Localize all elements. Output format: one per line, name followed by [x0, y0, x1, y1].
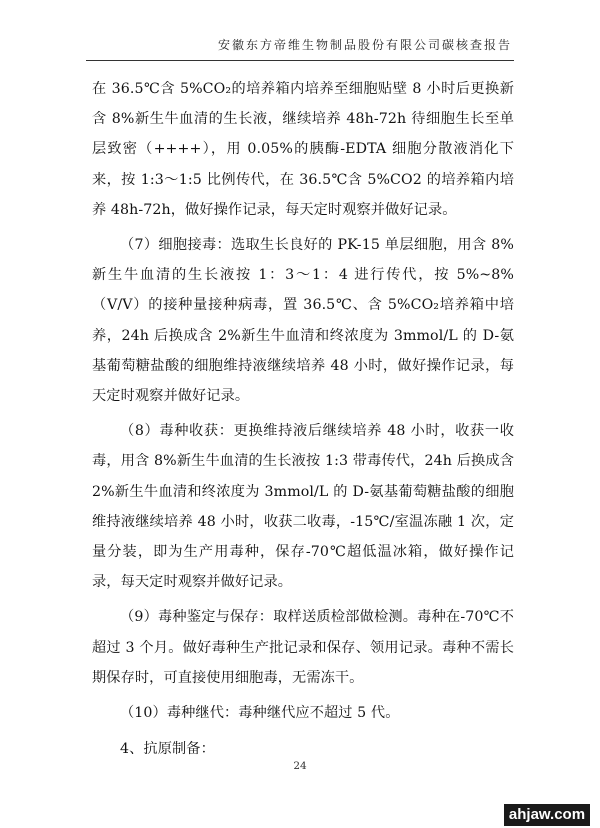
section-heading-antigen-preparation: 4、抗原制备： [120, 741, 215, 758]
paragraph-continued-culture: 在 36.5℃含 5%CO₂的培养箱内培养至细胞贴壁 8 小时后更换新含 8%新生牛血清的生长液，继续培养 48h-72h 待细胞生长至单层致密（++++），用 0.05%的胰酶-EDTA 细胞分散液消化下来，按 1:3～1:5 比例传代，在 36.5℃含 5%CO2 的培养箱内培养 48h-72h，做好操作记录，每天定时观察并做好记录。 [92, 81, 514, 218]
paragraph-seed-identification: （9）毒种鉴定与保存：取样送质检部做检测。毒种在-70℃不超过 3 个月。做好毒种生产批记录和保存、领用记录。毒种不需长期保存时，可直接使用细胞毒，无需冻干。 [92, 609, 514, 686]
header-divider [86, 60, 514, 61]
document-body [92, 74, 514, 764]
site-watermark: ahjaw.com [504, 804, 590, 826]
paragraph-seed-harvest: （8）毒种收获：更换维持液后继续培养 48 小时，收获一收毒，用含 8%新生牛血清的生长液按 1:3 带毒传代，24h 后换成含 2%新生牛血清和终浓度为 3mmol/L 的 D-氨基葡萄糖盐酸的细胞维持液继续培养 48 小时，收获二收毒，-15℃/室温冻融 1 次，定量分装，即为生产用毒种，保存-70℃超低温冰箱，做好操作记录，每天定时观察并做好记录。 [92, 423, 514, 591]
page-number: 24 [293, 760, 307, 772]
report-header-title: 安徽东方帝维生物制品股份有限公司碳核查报告 [217, 38, 512, 52]
paragraph-seed-passage: （10）毒种继代：毒种继代应不超过 5 代。 [120, 705, 400, 722]
paragraph-cell-inoculation: （7）细胞接毒：选取生长良好的 PK-15 单层细胞，用含 8%新生牛血清的生长液按 1：3～1：4 进行传代，按 5%~8%（V/V）的接种量接种病毒，置 36.5℃、含 5%CO₂培养箱中培养，24h 后换成含 2%新生牛血清和终浓度为 3mmol/L 的 D-氨基葡萄糖盐酸的细胞维持液继续培养 48 小时，做好操作记录，每天定时观察并做好记录。 [92, 237, 514, 405]
